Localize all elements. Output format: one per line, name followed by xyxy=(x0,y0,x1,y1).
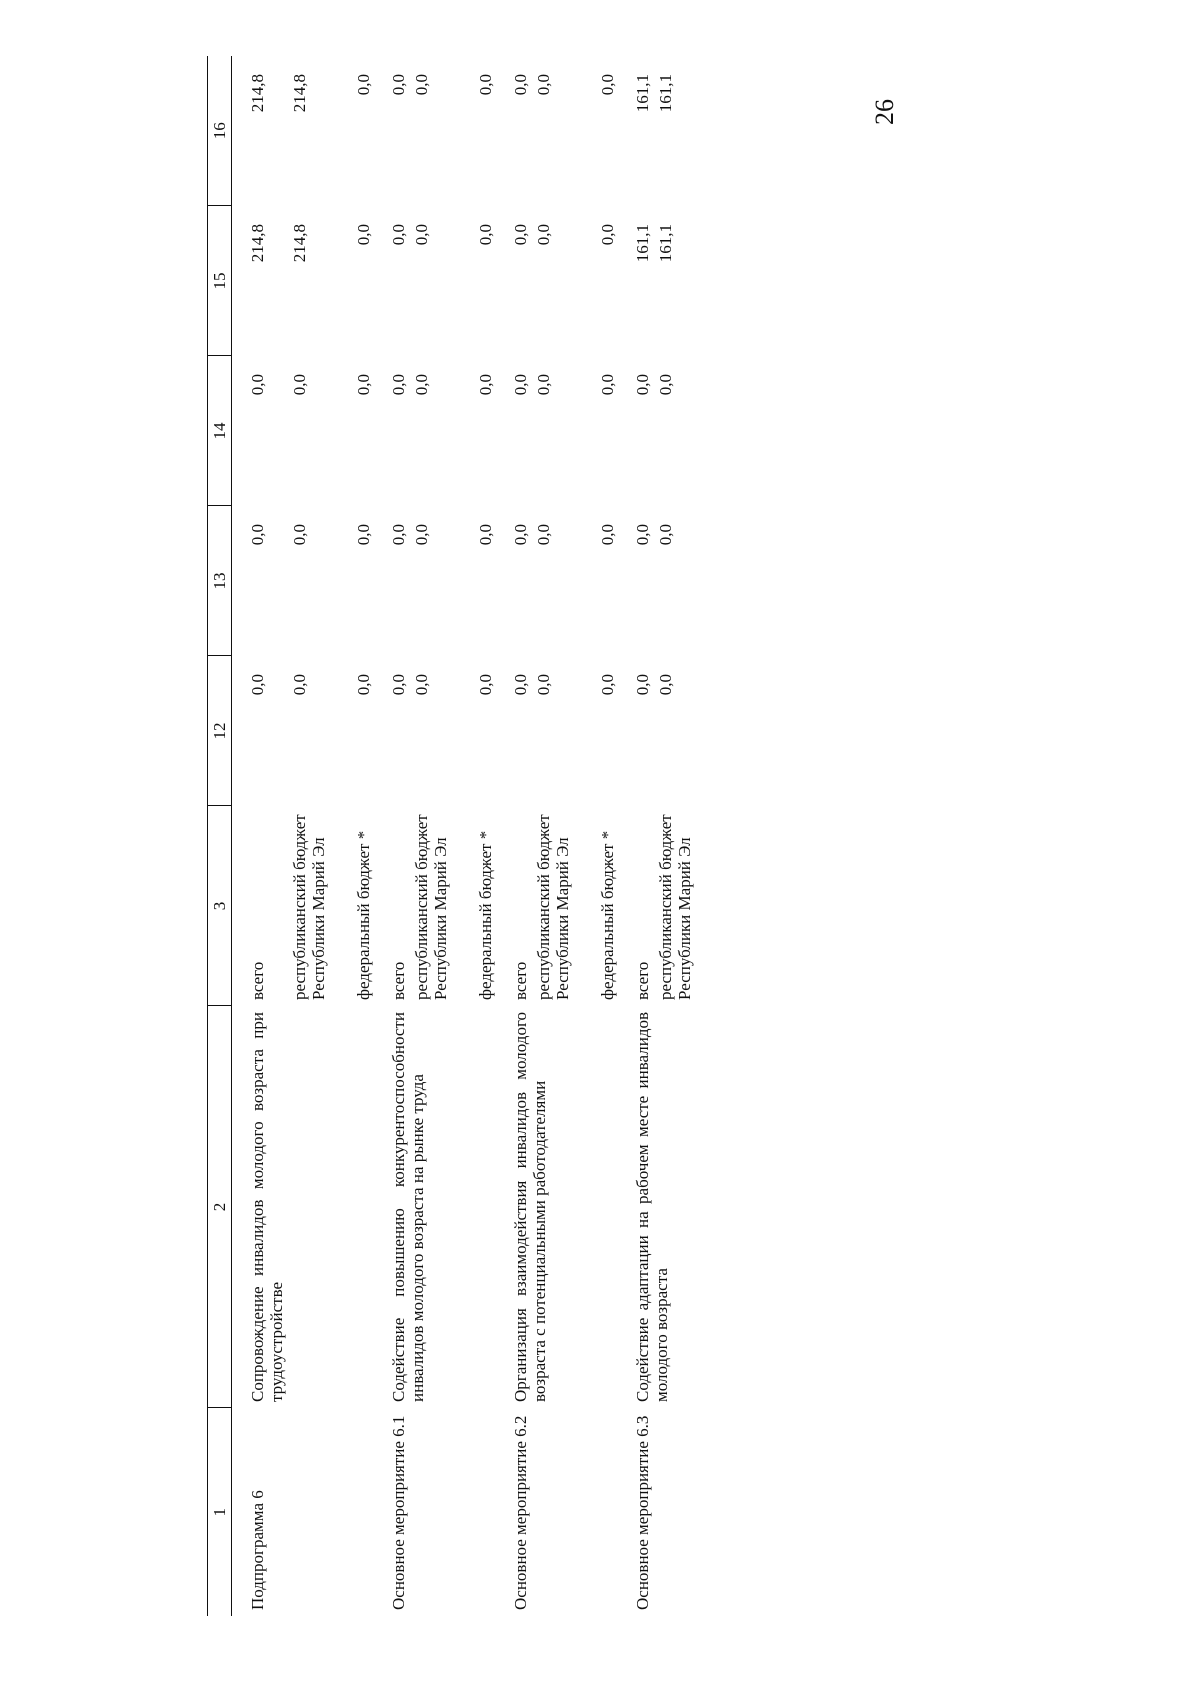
value-12: 0,0 xyxy=(412,674,432,696)
program-name xyxy=(530,1408,594,1616)
funding-source: всего xyxy=(633,961,653,1000)
funding-source: республиканский бюджет Республики Марий Эл xyxy=(534,814,573,1000)
program-name xyxy=(472,1408,495,1616)
value-14: 0,0 xyxy=(476,374,496,396)
value-14: 0,0 xyxy=(534,374,554,396)
value-16: 214,8 xyxy=(248,74,267,113)
page-number: 26 xyxy=(870,99,899,125)
col-header-14: 14 xyxy=(208,356,232,506)
program-description xyxy=(594,1006,617,1408)
value-16: 0,0 xyxy=(534,74,554,96)
value-13: 0,0 xyxy=(633,524,653,546)
table-row xyxy=(232,56,287,1616)
col-header-16: 16 xyxy=(208,56,232,206)
value-15: 161,1 xyxy=(633,224,653,263)
value-12: 0,0 xyxy=(248,674,267,696)
value-15: 0,0 xyxy=(534,224,554,246)
program-description xyxy=(286,1006,350,1408)
program-name: Основное мероприятие 6.2 xyxy=(511,1415,531,1610)
value-12: 0,0 xyxy=(633,674,653,696)
value-13: 0,0 xyxy=(354,524,374,546)
funding-source: всего xyxy=(248,961,267,1000)
funding-source: республиканский бюджет Республики Марий Эл xyxy=(290,814,329,1000)
table-row xyxy=(617,56,652,1616)
header-row xyxy=(208,56,232,1616)
program-name: Основное мероприятие 6.3 xyxy=(633,1415,653,1610)
program-description: Сопровождение инвалидов молодого возраста при трудоустройстве xyxy=(248,1012,287,1402)
value-16: 0,0 xyxy=(511,74,531,96)
program-name xyxy=(594,1408,617,1616)
program-name: Подпрограмма 6 xyxy=(248,1490,267,1610)
value-12: 0,0 xyxy=(476,674,496,696)
value-16: 0,0 xyxy=(598,74,618,96)
value-14: 0,0 xyxy=(354,374,374,396)
program-name xyxy=(350,1408,373,1616)
col-header-15: 15 xyxy=(208,206,232,356)
value-15: 0,0 xyxy=(598,224,618,246)
budget-table xyxy=(207,56,704,1616)
value-16: 0,0 xyxy=(389,74,409,96)
funding-source: всего xyxy=(389,961,409,1000)
value-12: 0,0 xyxy=(354,674,374,696)
funding-source: республиканский бюджет Республики Марий Эл xyxy=(412,814,451,1000)
col-header-13: 13 xyxy=(208,506,232,656)
value-12: 0,0 xyxy=(656,674,676,696)
program-description xyxy=(472,1006,495,1408)
value-16: 0,0 xyxy=(412,74,432,96)
program-description: Организация взаимодействия инвалидов молодого возраста с потенциальными работодателями xyxy=(511,1012,550,1402)
value-13: 0,0 xyxy=(412,524,432,546)
value-13: 0,0 xyxy=(389,524,409,546)
funding-source: всего xyxy=(511,961,531,1000)
program-description xyxy=(350,1006,373,1408)
value-13: 0,0 xyxy=(598,524,618,546)
value-13: 0,0 xyxy=(534,524,554,546)
value-16: 0,0 xyxy=(354,74,374,96)
program-description: Содействие адаптации на рабочем месте инвалидов молодого возраста xyxy=(633,1012,672,1402)
budget-table-rotated xyxy=(207,56,995,1616)
program-name xyxy=(408,1408,472,1616)
value-15: 0,0 xyxy=(354,224,374,246)
table-row xyxy=(472,56,495,1616)
table-row xyxy=(495,56,530,1616)
value-15: 214,8 xyxy=(248,224,267,263)
value-14: 0,0 xyxy=(511,374,531,396)
value-12: 0,0 xyxy=(290,674,310,696)
value-16: 0,0 xyxy=(476,74,496,96)
value-14: 0,0 xyxy=(412,374,432,396)
value-13: 0,0 xyxy=(511,524,531,546)
funding-source: республиканский бюджет Республики Марий Эл xyxy=(656,814,695,1000)
value-13: 0,0 xyxy=(248,524,267,546)
table-row xyxy=(350,56,373,1616)
value-14: 0,0 xyxy=(290,374,310,396)
value-14: 0,0 xyxy=(248,374,267,396)
value-16: 214,8 xyxy=(290,74,310,113)
value-14: 0,0 xyxy=(633,374,653,396)
value-14: 0,0 xyxy=(598,374,618,396)
value-15: 0,0 xyxy=(511,224,531,246)
col-header-12: 12 xyxy=(208,656,232,806)
value-15: 214,8 xyxy=(290,224,310,263)
program-name xyxy=(286,1408,350,1616)
value-12: 0,0 xyxy=(534,674,554,696)
col-header-2: 2 xyxy=(208,1006,232,1408)
table-row xyxy=(373,56,408,1616)
value-14: 0,0 xyxy=(656,374,676,396)
funding-source: федеральный бюджет * xyxy=(598,830,618,1000)
value-15: 0,0 xyxy=(389,224,409,246)
col-header-1: 1 xyxy=(208,1408,232,1616)
value-15: 0,0 xyxy=(412,224,432,246)
funding-source: федеральный бюджет * xyxy=(354,830,374,1000)
value-13: 0,0 xyxy=(290,524,310,546)
program-description: Содействие повышению конкурентоспособности инвалидов молодого возраста на рынке труда xyxy=(389,1012,428,1402)
value-15: 0,0 xyxy=(476,224,496,246)
program-name xyxy=(652,1408,704,1616)
value-13: 0,0 xyxy=(476,524,496,546)
table-row xyxy=(286,56,350,1616)
table-row xyxy=(594,56,617,1616)
value-15: 161,1 xyxy=(656,224,676,263)
value-16: 161,1 xyxy=(656,74,676,113)
value-12: 0,0 xyxy=(511,674,531,696)
value-12: 0,0 xyxy=(598,674,618,696)
value-13: 0,0 xyxy=(656,524,676,546)
value-16: 161,1 xyxy=(633,74,653,113)
program-name: Основное мероприятие 6.1 xyxy=(389,1415,409,1610)
col-header-3: 3 xyxy=(208,806,232,1006)
value-12: 0,0 xyxy=(389,674,409,696)
funding-source: федеральный бюджет * xyxy=(476,830,496,1000)
value-14: 0,0 xyxy=(389,374,409,396)
